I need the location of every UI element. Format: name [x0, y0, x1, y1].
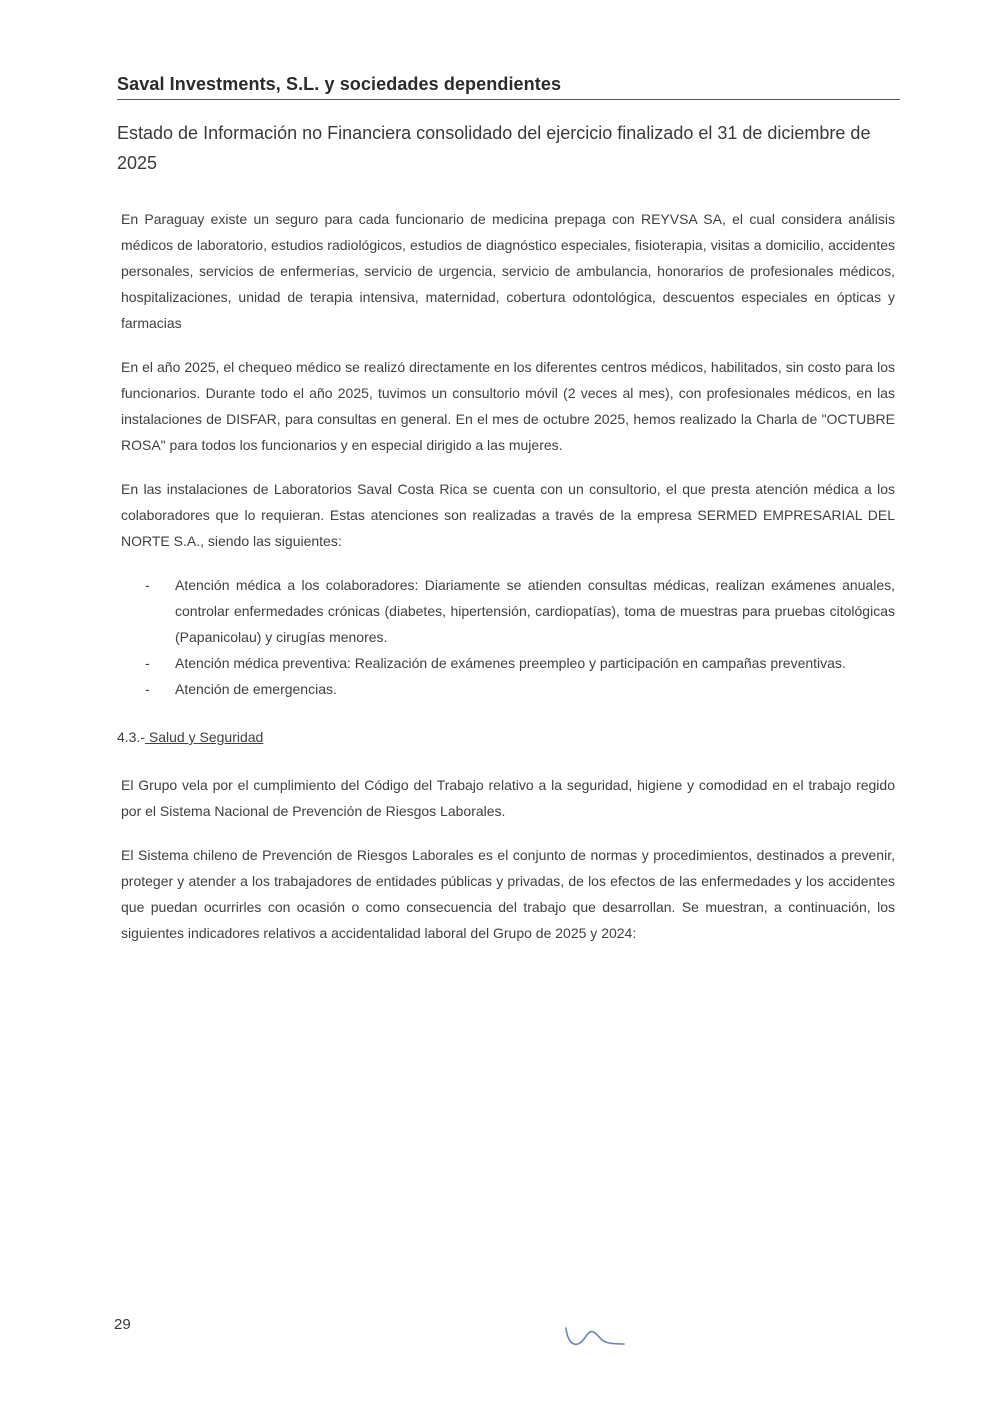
section-heading	[117, 724, 895, 750]
paragraph-code-compliance: El Grupo vela por el cumplimiento del Código del Trabajo relativo a la seguridad, higiene y comodidad en el trabajo regido por el Sistema Nacional de Prevención de Riesgos Laborales.	[121, 777, 895, 819]
section-number: 4.3.-	[117, 729, 146, 745]
list-item	[121, 572, 895, 650]
bullet-dash: -	[145, 577, 150, 593]
company-name: Saval Investments, S.L. y sociedades dependientes	[117, 74, 562, 94]
paragraph-paraguay-insurance: En Paraguay existe un seguro para cada funcionario de medicina prepaga con REYVSA SA, el cual considera análisis médicos de laboratorio, estudios radiológicos, estudios de diagnóstico especiales, fisioterapia, visitas a domicilio, accidentes personales, servicios de enfermerías, servicio de urgencia, servicio de ambulancia, honorarios de profesionales médicos, hospitalizaciones, unidad de terapia intensiva, maternidad, cobertura odontológica, descuentos especiales en ópticas y farmacias	[121, 211, 895, 331]
header-rule	[117, 99, 900, 100]
list-item-text: Atención médica preventiva: Realización de exámenes preempleo y participación en campañas preventivas.	[175, 655, 846, 671]
body-content	[117, 206, 895, 964]
paragraph-costa-rica-clinic: En las instalaciones de Laboratorios Saval Costa Rica se cuenta con un consultorio, el que presta atención médica a los colaboradores que lo requieran. Estas atenciones son realizadas a través de la empresa SERMED EMPRESARIAL DEL NORTE S.A., siendo las siguientes:	[121, 481, 895, 549]
bullet-dash: -	[145, 681, 150, 697]
report-title: Estado de Información no Financiera consolidado del ejercicio finalizado el 31 de diciembre de 2025	[117, 123, 871, 173]
list-item	[121, 650, 895, 676]
section-title: Salud y Seguridad	[145, 729, 264, 745]
signature-initial	[562, 1322, 628, 1352]
medical-services-list	[121, 572, 895, 702]
paragraph-medical-checkup: En el año 2025, el chequeo médico se realizó directamente en los diferentes centros médicos, habilitados, sin costo para los funcionarios. Durante todo el año 2025, tuvimos un consultorio móvil (2 veces al mes), con profesionales médicos, en las instalaciones de DISFAR, para consultas en general. En el mes de octubre 2025, hemos realizado la Charla de "OCTUBRE ROSA" para todos los funcionarios y en especial dirigido a las mujeres.	[121, 359, 895, 453]
bullet-dash: -	[145, 655, 150, 671]
page-number: 29	[114, 1316, 131, 1333]
list-item-text: Atención de emergencias.	[175, 681, 337, 697]
list-item-text: Atención médica a los colaboradores: Diariamente se atienden consultas médicas, realizan exámenes anuales, controlar enfermedades crónicas (diabetes, hipertensión, cardiopatías), toma de muestras para pruebas citológicas (Papanicolau) y cirugías menores.	[175, 577, 895, 645]
list-item	[121, 676, 895, 702]
paragraph-risk-prevention-system: El Sistema chileno de Prevención de Riesgos Laborales es el conjunto de normas y procedimientos, destinados a prevenir, proteger y atender a los trabajadores de entidades públicas y privadas, de los efectos de las enfermedades y los accidentes que puedan ocurrirles con ocasión o como consecuencia del trabajo que desarrollan. Se muestran, a continuación, los siguientes indicadores relativos a accidentalidad laboral del Grupo de 2025 y 2024:	[121, 847, 895, 941]
